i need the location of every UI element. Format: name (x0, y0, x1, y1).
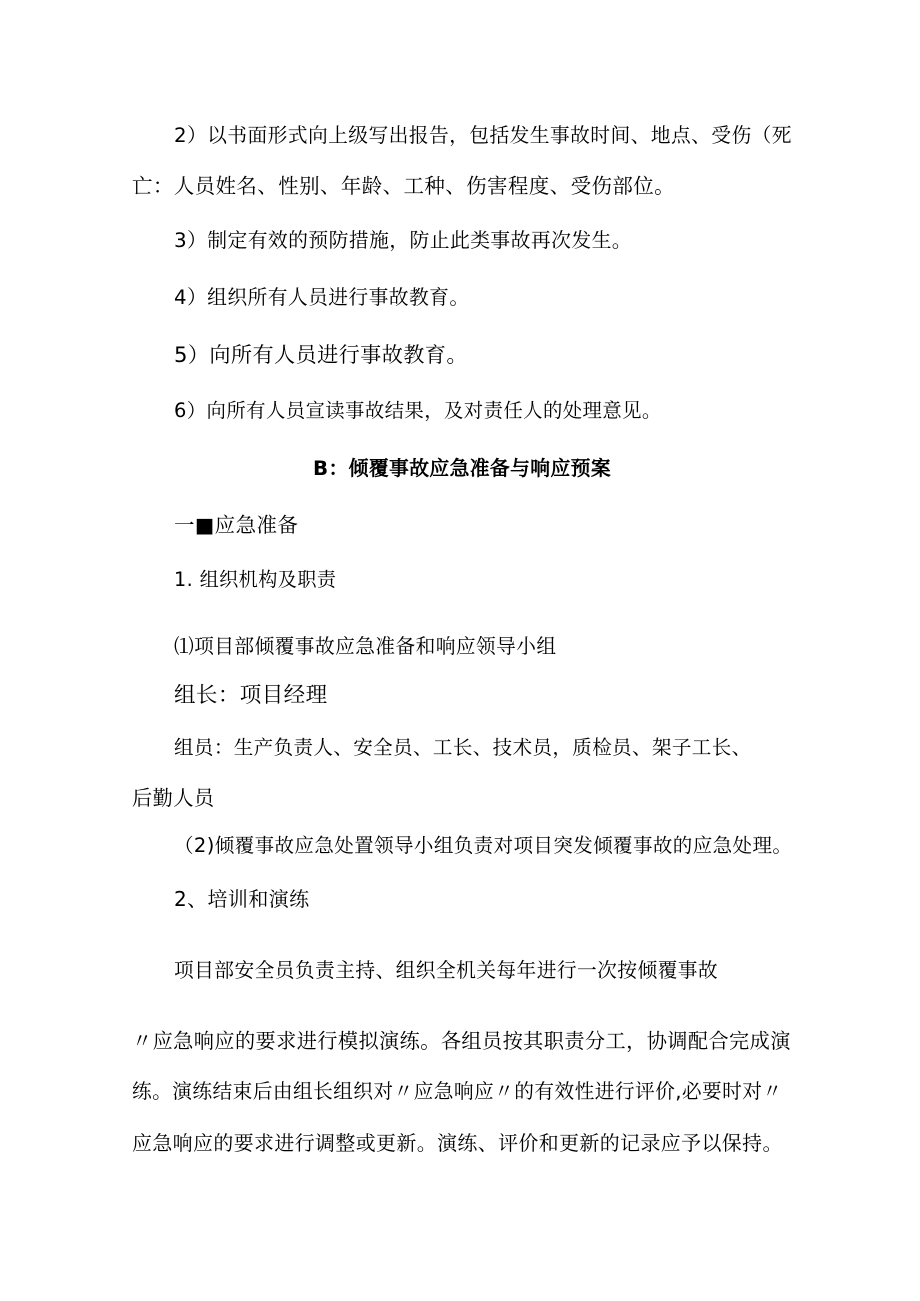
text-line: 4）组织所有人员进行事故教育。 (174, 286, 470, 309)
text-line: 组员：生产负责人、安全员、工长、技术员，质检员、架子工长、 (174, 736, 752, 759)
text-line: 2）以书面形式向上级写出报告，包括发生事故时间、地点、受伤（死 (174, 124, 792, 147)
section-title: B：倾覆事故应急准备与响应预案 (313, 457, 612, 480)
text-line: 〃应急响应的要求进行模拟演练。各组员按其职责分工，协调配合完成演 (132, 1029, 791, 1053)
text-line: ⑴项目部倾覆事故应急准备和响应领导小组 (174, 635, 557, 658)
subsection-heading: 2、培训和演练 (174, 887, 310, 911)
text-line: 5）向所有人员进行事故教育。 (174, 342, 468, 367)
text-line: 练。演练结束后由组长组织对〃应急响应〃的有效性进行评价,必要时对〃 (132, 1080, 783, 1103)
text-line: 应急响应的要求进行调整或更新。演练、评价和更新的记录应予以保持。 (132, 1131, 783, 1155)
section-heading: 一■应急准备 (174, 513, 299, 537)
subsection-heading: 1. 组织机构及职责 (174, 568, 337, 591)
text-line: （2)倾覆事故应急处置领导小组负责对项目突发倾覆事故的应急处理。 (174, 834, 793, 857)
text-line: 组长：项目经理 (174, 683, 328, 708)
text-line: 6）向所有人员宣读事故结果，及对责任人的处理意见。 (174, 399, 662, 422)
text-line: 3）制定有效的预防措施，防止此类事故再次发生。 (174, 229, 633, 252)
text-line: 亡：人员姓名、性别、年龄、工种、伤害程度、受伤部位。 (132, 174, 675, 198)
text-line: 项目部安全员负责主持、组织全机关每年进行一次按倾覆事故 (174, 959, 719, 982)
text-line: 后勤人员 (132, 786, 215, 810)
